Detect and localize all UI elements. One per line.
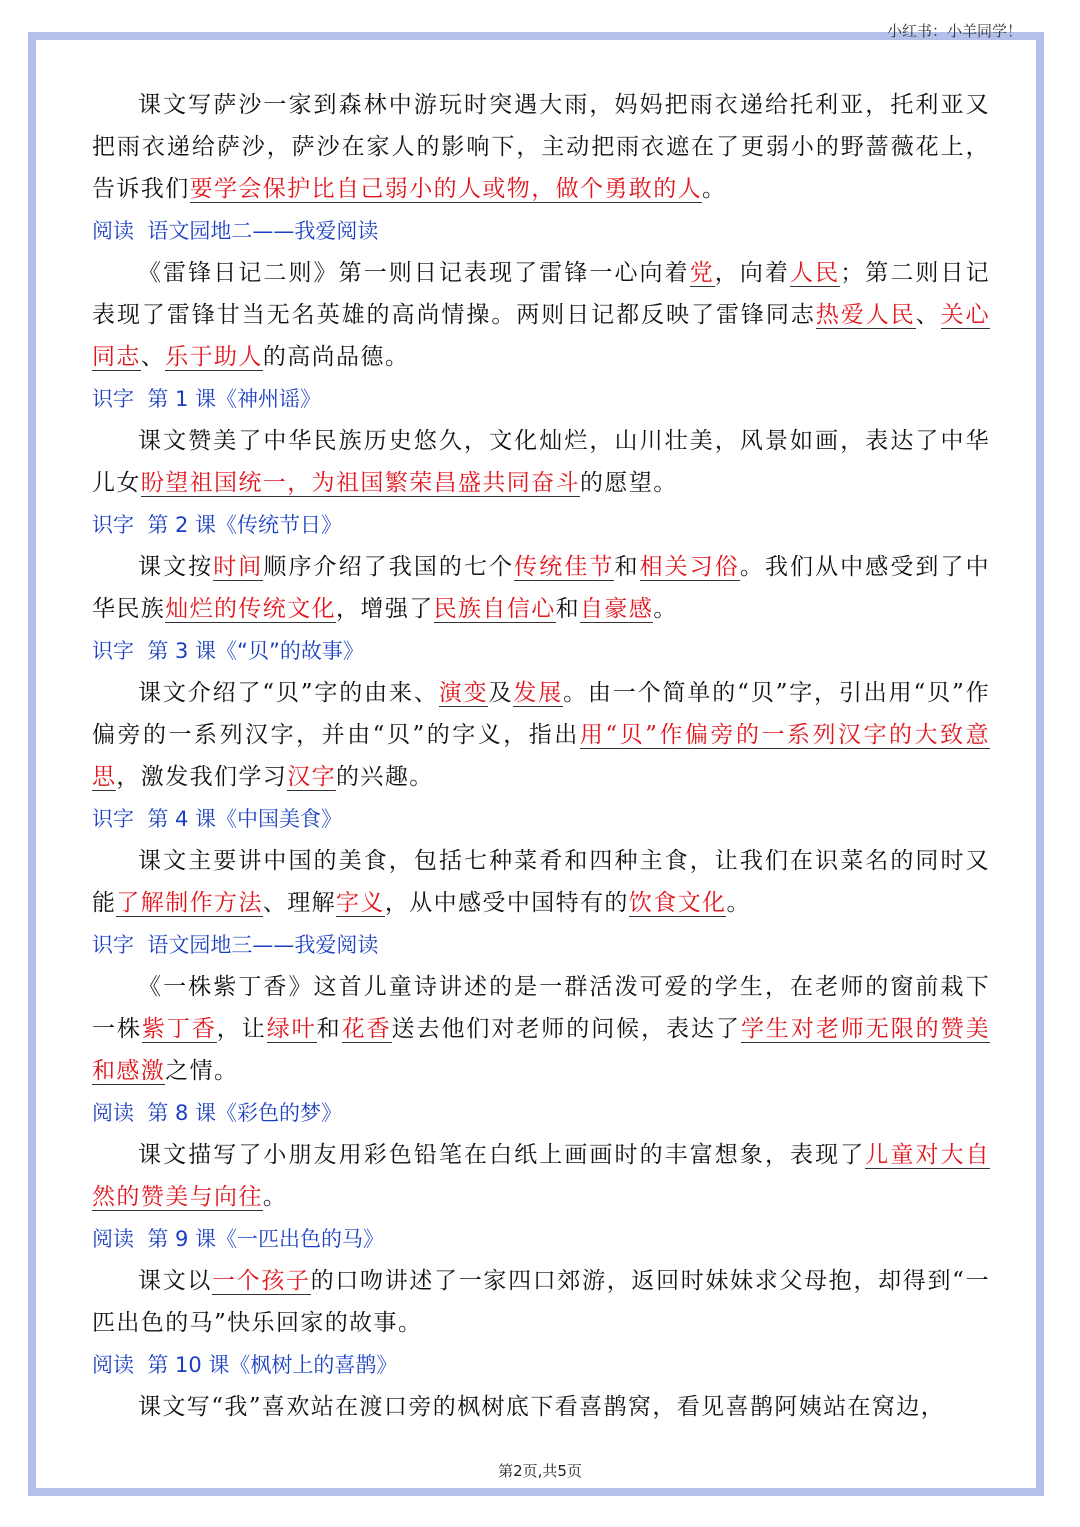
key-phrase: 汉字 <box>287 764 337 790</box>
section-paragraph <box>92 1260 990 1344</box>
paragraph-text: 课文赞美了中华民族历史悠久，文化灿烂，山川壮美，风景如画，表达了中华儿女 <box>92 428 990 496</box>
key-phrase: 热爱人民 <box>815 302 916 328</box>
key-phrase: 人民 <box>790 260 841 286</box>
paragraph-text: ，向着 <box>714 260 791 286</box>
section-heading: 识字 语文园地三——我爱阅读 <box>92 933 379 957</box>
key-phrase: 灿烂的传统文化 <box>165 596 337 622</box>
section-paragraph <box>92 252 990 378</box>
key-phrase: 相关习俗 <box>639 554 740 580</box>
paragraph-text: 之情。 <box>165 1058 239 1084</box>
section-paragraph <box>92 84 990 210</box>
key-phrase: 学生对老师无限的赞美和感激 <box>92 1016 990 1084</box>
key-phrase: 党 <box>689 260 715 286</box>
paragraph-text: 。由一个简单的“贝”字，引出用“贝”作偏旁的一系列汉字，并由“贝”的字义，指出 <box>92 680 991 748</box>
key-phrase: 发展 <box>513 680 564 706</box>
key-phrase: 儿童对大自然的赞美与向往 <box>92 1142 990 1210</box>
key-phrase: 时间 <box>213 554 264 580</box>
paragraph-text: 课文主要讲中国的美食，包括七种菜肴和四种主食，让我们在识菜名的同时又能 <box>92 848 990 916</box>
paragraph-text: 。 <box>653 596 678 622</box>
paragraph-text: ，增强了 <box>336 596 434 622</box>
paragraph-text: 送去他们对老师的问候，表达了 <box>391 1016 741 1042</box>
paragraph-text: 课文写“我”喜欢站在渡口旁的枫树底下看喜鹊窝，看见喜鹊阿姨站在窝边， <box>138 1394 946 1420</box>
paragraph-text: 。 <box>726 890 751 916</box>
section-heading: 识字 第 2 课《传统节日》 <box>92 513 343 537</box>
watermark: 小红书：小羊同学！ <box>886 22 1022 40</box>
paragraph-text: 。我们从中感受到了中华民族 <box>92 554 990 622</box>
key-phrase: 字义 <box>336 890 385 916</box>
key-phrase: 盼望祖国统一，为祖国繁荣昌盛共同奋斗 <box>140 470 581 496</box>
section-heading: 阅读 第 8 课《彩色的梦》 <box>92 1101 343 1125</box>
paragraph-text: 、 <box>140 344 166 370</box>
key-phrase: 花香 <box>341 1016 392 1042</box>
paragraph-text: 课文介绍了“贝”字的由来、 <box>138 680 439 706</box>
paragraph-text: 和 <box>555 596 581 622</box>
section-heading: 识字 第 3 课《“贝”的故事》 <box>92 639 364 663</box>
key-phrase: 乐于助人 <box>165 344 263 370</box>
section-heading: 识字 第 4 课《中国美食》 <box>92 807 343 831</box>
section-heading: 阅读 第 10 课《枫树上的喜鹊》 <box>92 1353 398 1377</box>
paragraph-text: 课文描写了小朋友用彩色铅笔在白纸上画画时的丰富想象，表现了 <box>138 1142 866 1168</box>
paragraph-text: 、 <box>915 302 941 328</box>
section-paragraph <box>92 546 990 630</box>
paragraph-text: 课文以 <box>138 1268 213 1294</box>
section-paragraph <box>92 966 990 1092</box>
key-phrase: 用“贝”作偏旁的一系列汉字的大致意思 <box>92 722 990 790</box>
paragraph-text: 《一株紫丁香》这首儿童诗讲述的是一群活泼可爱的学生，在老师的窗前栽下一株 <box>92 974 990 1042</box>
key-phrase: 一个孩子 <box>212 1268 311 1294</box>
section-paragraph <box>92 672 990 798</box>
key-phrase: 饮食文化 <box>628 890 727 916</box>
paragraph-text: 的高尚品德。 <box>262 344 410 370</box>
key-phrase: 紫丁香 <box>141 1016 217 1042</box>
key-phrase: 关心同志 <box>92 302 990 370</box>
paragraph-text: ，激发我们学习 <box>116 764 288 790</box>
paragraph-text: 。 <box>702 176 727 202</box>
paragraph-text: ，让 <box>216 1016 267 1042</box>
section-paragraph <box>92 420 990 504</box>
paragraph-text: 《雷锋日记二则》第一则日记表现了雷锋一心向着 <box>138 260 690 286</box>
paragraph-text: 顺序介绍了我国的七个 <box>263 554 515 580</box>
key-phrase: 了解制作方法 <box>116 890 263 916</box>
paragraph-text: 的愿望。 <box>580 470 678 496</box>
key-phrase: 民族自信心 <box>433 596 556 622</box>
paragraph-text: 和 <box>316 1016 342 1042</box>
key-phrase: 绿叶 <box>266 1016 317 1042</box>
document-body <box>92 84 990 1428</box>
key-phrase: 自豪感 <box>580 596 654 622</box>
section-heading: 阅读 第 9 课《一匹出色的马》 <box>92 1227 385 1251</box>
key-phrase: 传统佳节 <box>514 554 615 580</box>
paragraph-text: 的兴趣。 <box>336 764 434 790</box>
paragraph-text: 、理解 <box>262 890 337 916</box>
key-phrase: 要学会保护比自己弱小的人或物，做个勇敢的人 <box>189 176 703 202</box>
paragraph-text: 课文按 <box>138 554 214 580</box>
section-heading: 识字 第 1 课《神州谣》 <box>92 387 322 411</box>
paragraph-text: 的口吻讲述了一家四口郊游，返回时妹妹求父母抱，却得到“一匹出色的马”快乐回家的故事。 <box>92 1268 990 1336</box>
paragraph-text: ；第二则日记表现了雷锋甘当无名英雄的高尚情操。两则日记都反映了雷锋同志 <box>92 260 990 328</box>
key-phrase: 演变 <box>438 680 489 706</box>
paragraph-text: 课文写萨沙一家到森林中游玩时突遇大雨，妈妈把雨衣递给托利亚，托利亚又把雨衣递给萨沙，萨沙在家人的影响下，主动把雨衣遮在了更弱小的野蔷薇花上，告诉我们 <box>92 92 990 202</box>
page-footer: 第2页,共5页 <box>498 1462 582 1480</box>
section-paragraph <box>92 840 990 924</box>
section-paragraph <box>92 1134 990 1218</box>
paragraph-text: 。 <box>262 1184 288 1210</box>
paragraph-text: 和 <box>614 554 640 580</box>
paragraph-text: 及 <box>488 680 514 706</box>
section-paragraph <box>92 1386 990 1428</box>
paragraph-text: ，从中感受中国特有的 <box>384 890 629 916</box>
section-heading: 阅读 语文园地二——我爱阅读 <box>92 219 379 243</box>
